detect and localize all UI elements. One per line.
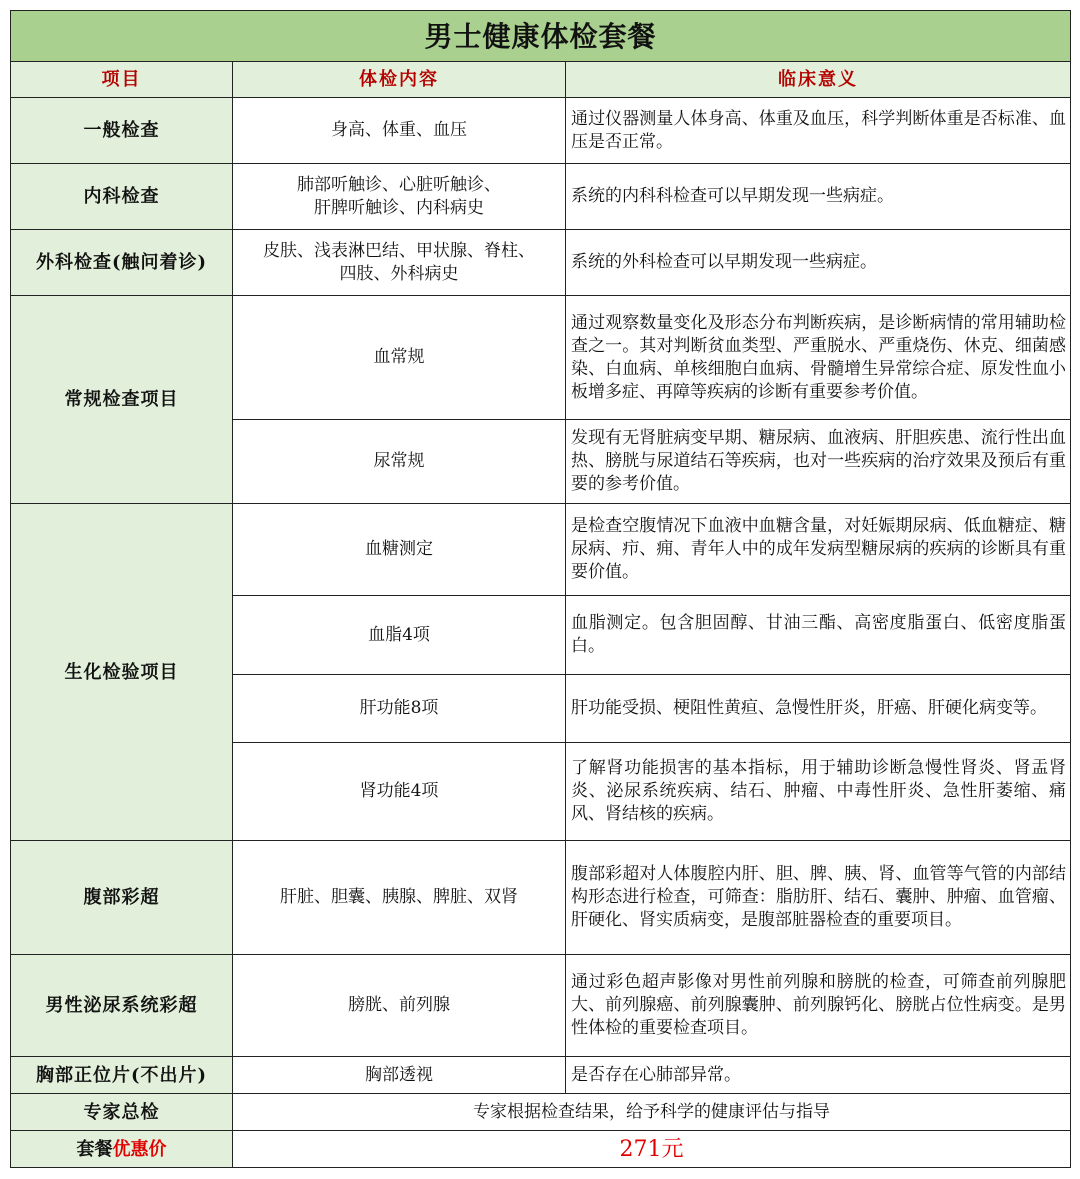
meaning-internal: 系统的内科科检查可以早期发现一些病症。 [566, 164, 1071, 230]
price-value: 271元 [233, 1131, 1071, 1168]
title-row [11, 11, 1071, 62]
content-line: 肺部听触诊、心脏听触诊、 [297, 174, 501, 195]
meaning-urine-routine: 发现有无肾脏病变早期、糖尿病、血液病、肝胆疾患、流行性出血热、膀胱与尿道结石等疾病，也对一些疾病的治疗效果及预后有重要的参考价值。 [566, 420, 1071, 504]
table-row [11, 98, 1071, 164]
page-title: 男士健康体检套餐 [11, 11, 1071, 62]
table-row [11, 504, 1071, 596]
table-row [11, 296, 1071, 420]
table-row [11, 1057, 1071, 1094]
price-label-discount: 优惠价 [112, 1138, 167, 1160]
meaning-liver: 肝功能受损、梗阻性黄疸、急慢性肝炎，肝癌、肝硬化病变等。 [566, 675, 1071, 743]
item-routine: 常规检查项目 [11, 296, 233, 504]
content-internal [233, 164, 566, 230]
content-general: 身高、体重、血压 [233, 98, 566, 164]
table-row [11, 164, 1071, 230]
item-surgical: 外科检查(触问着诊) [11, 230, 233, 296]
content-kidney: 肾功能4项 [233, 743, 566, 841]
content-lipid: 血脂4项 [233, 596, 566, 675]
header-content: 体检内容 [233, 62, 566, 98]
table-row [11, 841, 1071, 955]
item-abdominal: 腹部彩超 [11, 841, 233, 955]
content-glucose: 血糖测定 [233, 504, 566, 596]
checkup-package-sheet [10, 10, 1070, 1168]
content-chest: 胸部透视 [233, 1057, 566, 1094]
table-row [11, 955, 1071, 1057]
meaning-kidney: 了解肾功能损害的基本指标，用于辅助诊断急慢性肾炎、肾盂肾炎、泌尿系统疾病、结石、肿瘤、中毒性肝炎、急性肝萎缩、痛风、肾结核的疾病。 [566, 743, 1071, 841]
item-chest: 胸部正位片(不出片) [11, 1057, 233, 1094]
price-row [11, 1131, 1071, 1168]
content-line: 四肢、外科病史 [339, 263, 459, 284]
meaning-blood-routine: 通过观察数量变化及形态分布判断疾病，是诊断病情的常用辅助检查之一。其对判断贫血类型、严重脱水、严重烧伤、休克、细菌感染、白血病、单核细胞白血病、骨髓增生异常综合症、原发性血小板增多症、再障等疾病的诊断有重要参考价值。 [566, 296, 1071, 420]
meaning-lipid: 血脂测定。包含胆固醇、甘油三酯、高密度脂蛋白、低密度脂蛋白。 [566, 596, 1071, 675]
meaning-chest: 是否存在心肺部异常。 [566, 1057, 1071, 1094]
content-line: 皮肤、浅表淋巴结、甲状腺、脊柱、 [263, 240, 535, 261]
item-expert: 专家总检 [11, 1094, 233, 1131]
meaning-abdominal: 腹部彩超对人体腹腔内肝、胆、脾、胰、肾、血管等气管的内部结构形态进行检查，可筛查：脂肪肝、结石、囊肿、肿瘤、血管瘤、肝硬化、肾实质病变，是腹部脏器检查的重要项目。 [566, 841, 1071, 955]
content-urology: 膀胱、前列腺 [233, 955, 566, 1057]
meaning-surgical: 系统的外科检查可以早期发现一些病症。 [566, 230, 1071, 296]
meaning-urology: 通过彩色超声影像对男性前列腺和膀胱的检查，可筛查前列腺肥大、前列腺癌、前列腺囊肿、前列腺钙化、膀胱占位性病变。是男性体检的重要检查项目。 [566, 955, 1071, 1057]
header-item: 项目 [11, 62, 233, 98]
meaning-general: 通过仪器测量人体身高、体重及血压，科学判断体重是否标准、血压是否正常。 [566, 98, 1071, 164]
price-label-plain: 套餐 [76, 1138, 113, 1160]
item-internal: 内科检查 [11, 164, 233, 230]
price-label [11, 1131, 233, 1168]
expert-summary: 专家根据检查结果，给予科学的健康评估与指导 [233, 1094, 1071, 1131]
content-surgical [233, 230, 566, 296]
item-urology: 男性泌尿系统彩超 [11, 955, 233, 1057]
item-biochem: 生化检验项目 [11, 504, 233, 841]
item-general: 一般检查 [11, 98, 233, 164]
header-meaning: 临床意义 [566, 62, 1071, 98]
header-row [11, 62, 1071, 98]
checkup-table [10, 10, 1071, 1168]
content-urine-routine: 尿常规 [233, 420, 566, 504]
table-row [11, 230, 1071, 296]
table-row [11, 1094, 1071, 1131]
meaning-glucose: 是检查空腹情况下血液中血糖含量，对妊娠期尿病、低血糖症、糖尿病、疖、痈、青年人中的成年发病型糖尿病的疾病的诊断具有重要价值。 [566, 504, 1071, 596]
content-blood-routine: 血常规 [233, 296, 566, 420]
content-liver: 肝功能8项 [233, 675, 566, 743]
content-line: 肝脾听触诊、内科病史 [314, 197, 484, 218]
content-abdominal: 肝脏、胆囊、胰腺、脾脏、双肾 [233, 841, 566, 955]
